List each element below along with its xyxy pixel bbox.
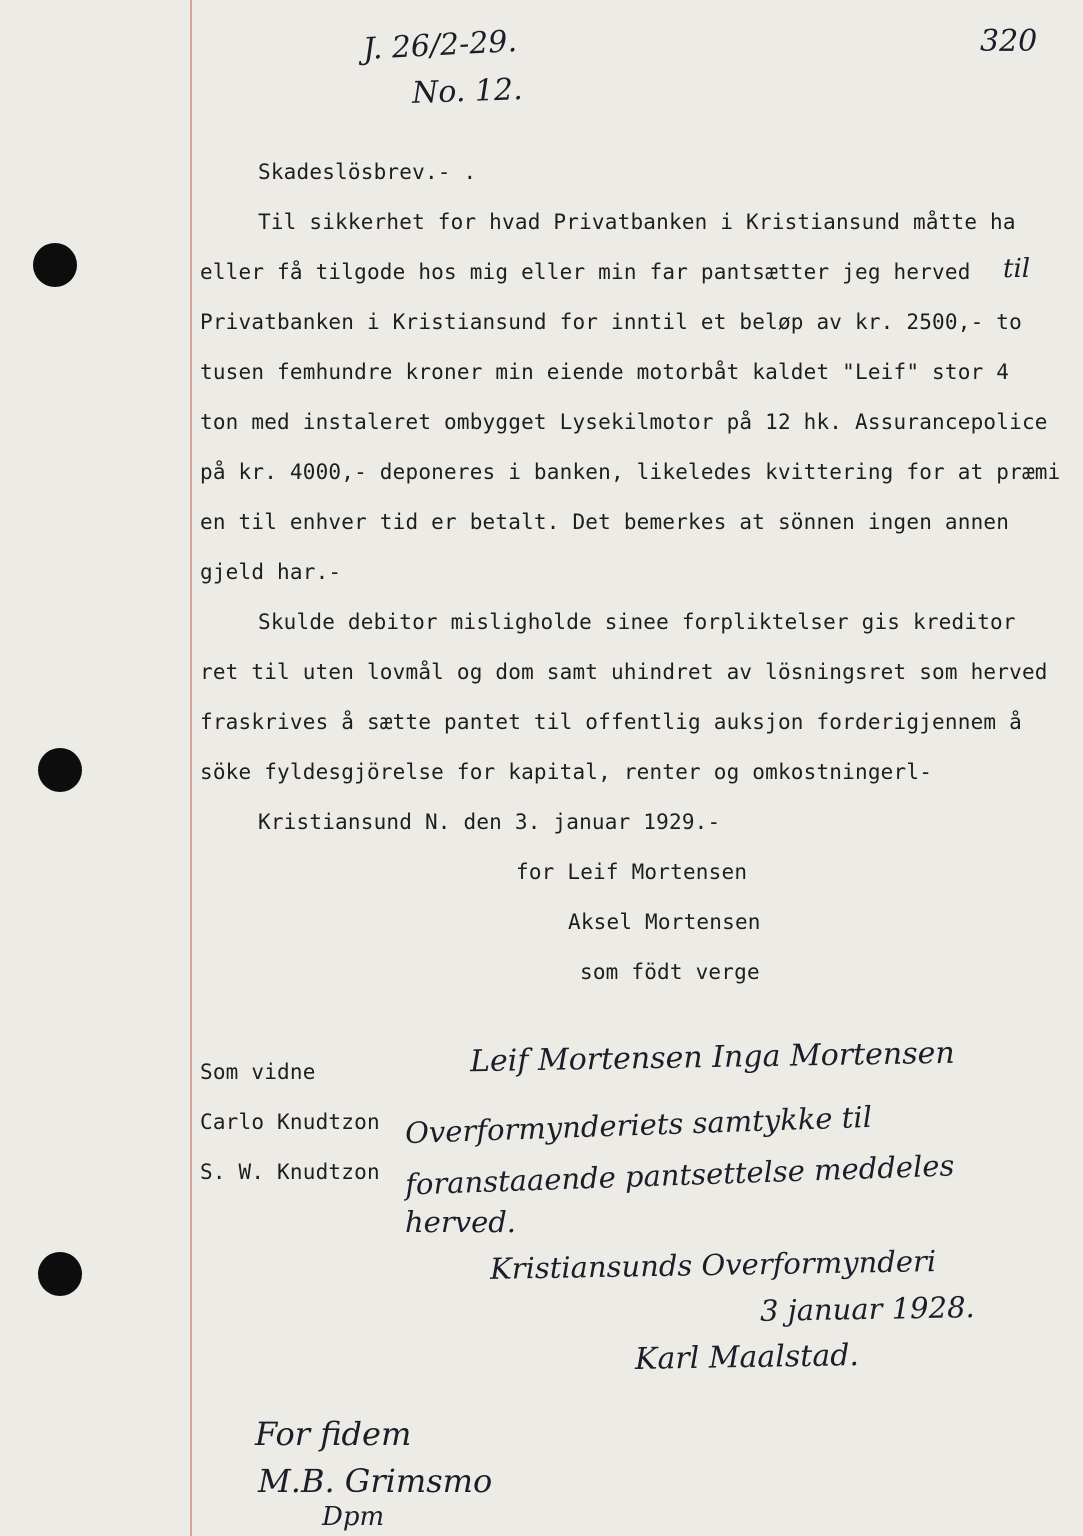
- body-line-2: eller få tilgode hos mig eller min far pantsætter jeg herved: [200, 260, 971, 284]
- line-2-correction: til: [1003, 254, 1031, 284]
- consent-line-2: foranstaaende pantsettelse meddeles: [404, 1148, 955, 1202]
- debtor-signatures: Leif Mortensen Inga Mortensen: [469, 1035, 955, 1080]
- body-line-9: Skulde debitor misligholde sinee forpliktelser gis kreditor: [258, 610, 1016, 634]
- registration-date: J. 26/2-29.: [362, 23, 518, 68]
- signatory-line: for Leif Mortensen: [516, 860, 748, 884]
- body-line-4: tusen femhundre kroner min eiende motorbåt kaldet "Leif" stor 4: [200, 360, 1010, 384]
- consent-line-3: herved.: [405, 1205, 517, 1239]
- body-line-10: ret til uten lovmål og dom samt uhindret av lösningsret som herved: [200, 660, 1048, 684]
- date-line: Kristiansund N. den 3. januar 1929.-: [258, 810, 721, 834]
- witness-2: S. W. Knudtzon: [200, 1160, 380, 1184]
- page-number: 320: [980, 24, 1038, 59]
- body-line-7: en til enhver tid er betalt. Det bemerkes at sönnen ingen annen: [200, 510, 1010, 534]
- registrar-fidem: For fidem: [255, 1415, 412, 1453]
- registrar-title: Dpm: [322, 1502, 385, 1532]
- body-line-5: ton med instaleret ombygget Lysekilmotor på 12 hk. Assurancepolice: [200, 410, 1048, 434]
- consent-signature: Karl Maalstad.: [634, 1338, 860, 1377]
- guardian-role: som födt verge: [580, 960, 760, 984]
- body-line-3: Privatbanken i Kristiansund for inntil et beløp av kr. 2500,- to: [200, 310, 1022, 334]
- body-line-6: på kr. 4000,- deponeres i banken, likeledes kvittering for at præmi: [200, 460, 1061, 484]
- consent-authority: Kristiansunds Overformynderi: [489, 1244, 937, 1286]
- document-title: Skadeslösbrev.- .: [258, 160, 477, 184]
- body-line-11: fraskrives å sætte pantet til offentlig auksjon forderigjennem å: [200, 710, 1022, 734]
- guardian-name: Aksel Mortensen: [568, 910, 761, 934]
- consent-date: 3 januar 1928.: [759, 1290, 975, 1328]
- punch-hole-top: [33, 243, 77, 287]
- punch-hole-middle: [38, 748, 82, 792]
- punch-hole-bottom: [38, 1252, 82, 1296]
- body-line-1: Til sikkerhet for hvad Privatbanken i Kristiansund måtte ha: [258, 210, 1016, 234]
- body-line-12: söke fyldesgjörelse for kapital, renter og omkostningerl-: [200, 760, 933, 784]
- body-line-8: gjeld har.-: [200, 560, 342, 584]
- consent-line-1: Overformynderiets samtykke til: [404, 1099, 873, 1151]
- margin-rule: [190, 0, 192, 1536]
- witness-1: Carlo Knudtzon: [200, 1110, 380, 1134]
- witness-heading: Som vidne: [200, 1060, 316, 1084]
- registrar-signature: M.B. Grimsmo: [258, 1462, 493, 1500]
- registration-number: No. 12.: [411, 72, 524, 111]
